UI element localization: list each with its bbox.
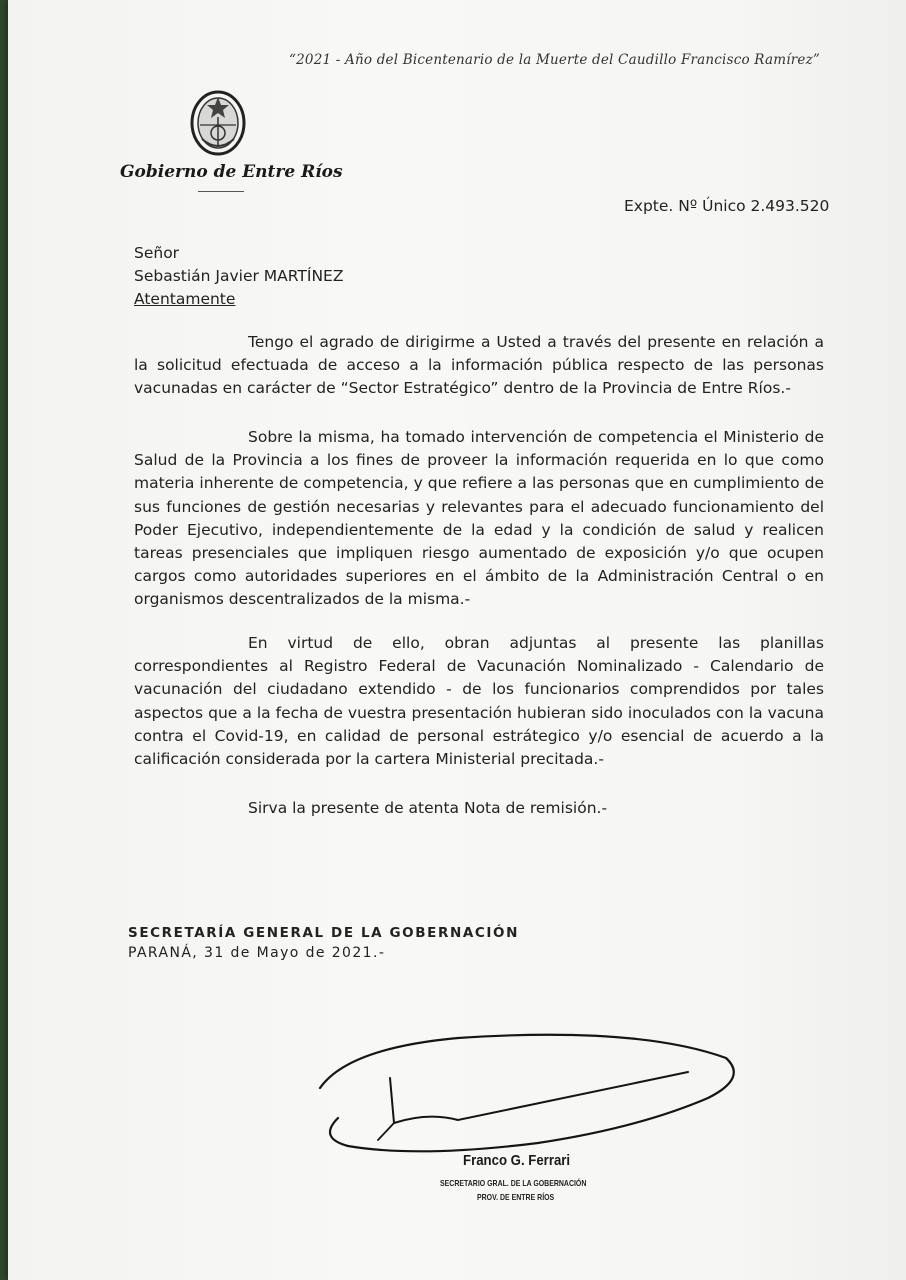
recipient-name: Sebastián Javier MARTÍNEZ [134, 267, 344, 285]
place-and-date: PARANÁ, 31 de Mayo de 2021.- [128, 945, 386, 961]
paragraph-4: Sirva la presente de atenta Nota de remisión.- [248, 799, 608, 817]
handwritten-signature [308, 1028, 748, 1168]
signer-province: PROV. DE ENTRE RÍOS [477, 1192, 555, 1202]
letter-page [8, 0, 906, 1280]
provincial-coat-of-arms-icon [188, 87, 248, 157]
paragraph-3: En virtud de ello, obran adjuntas al presente las planillas correspondientes al Registro Federal de Vacunación Nominalizado - Calendario de vacunación del ciudadano extendido - de los funcionarios comprendidos por tales aspectos que a la fecha de vuestra presentación hubieran sido inoculados con la vacuna contra el Covid-19, en calidad de personal estrátegico y/o esencial de acuerdo a la calificación considerada por la cartera Ministerial precitada.- [134, 634, 824, 769]
signer-title: SECRETARIO GRAL. DE LA GOBERNACIÓN [440, 1178, 587, 1188]
year-motto: “2021 - Año del Bicentenario de la Muerte del Caudillo Francisco Ramírez” [289, 52, 820, 68]
issuing-office: SECRETARÍA GENERAL DE LA GOBERNACIÓN [128, 925, 520, 941]
file-number: Expte. Nº Único 2.493.520 [624, 197, 830, 215]
paragraph-2: Sobre la misma, ha tomado intervención de competencia el Ministerio de Salud de la Provincia a los fines de proveer la información requerida en lo que como materia inherente de competencia, y que refiere a las personas que en cumplimiento de sus funciones de gestión necesarias y relevantes para el adecuado funcionamiento del Poder Ejecutivo, independientemente de la edad y la condición de salud y realicen tareas presenciales que impliquen riesgo aumentado de exposición y/o que ocupen cargos como autoridades superiores en el ámbito de la Administración Central o en organismos descentralizados de la misma.- [134, 428, 824, 609]
closing-word: Atentamente [134, 290, 236, 308]
paragraph-1: Tengo el agrado de dirigirme a Usted a través del presente en relación a la solicitud efectuada de acceso a la información pública respecto de las personas vacunadas en carácter de “Sector Estratégico” dentro de la Provincia de Entre Ríos.- [134, 333, 824, 398]
divider [198, 191, 244, 192]
signer-name: Franco G. Ferrari [463, 1152, 571, 1169]
government-name: Gobierno de Entre Ríos [120, 162, 343, 182]
salutation: Señor [134, 244, 180, 262]
recipient-block [134, 242, 343, 311]
